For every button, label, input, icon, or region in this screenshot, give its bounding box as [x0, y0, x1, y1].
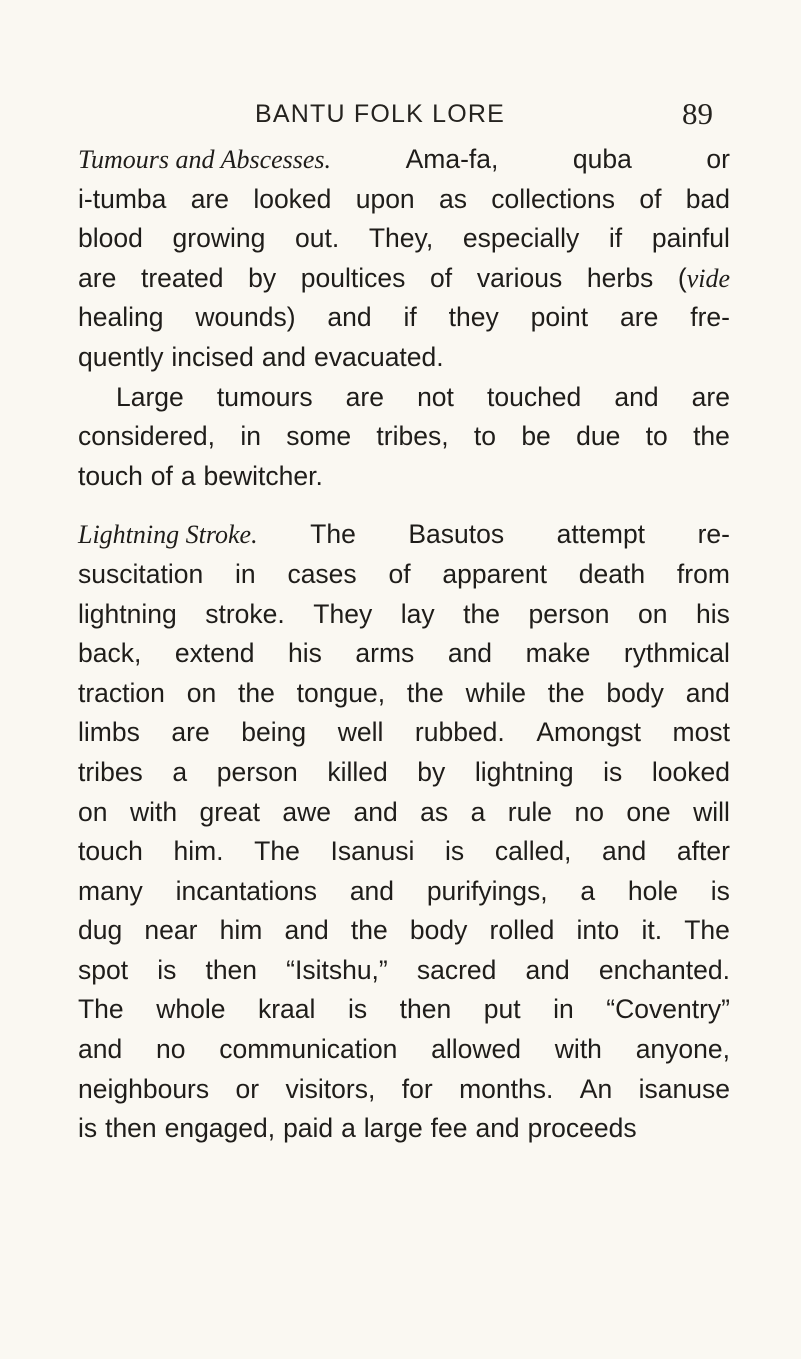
word: The [254, 836, 300, 867]
word: a [580, 875, 596, 906]
word: near [144, 915, 198, 946]
word: incantations [175, 875, 318, 906]
word: bad [685, 183, 730, 214]
word: blood [78, 223, 143, 254]
word: as [438, 183, 467, 214]
text-line [78, 872, 730, 912]
word: evacuated. [313, 341, 444, 372]
word: lay [400, 598, 435, 629]
page-number: 89 [682, 96, 713, 131]
text-line [78, 1030, 730, 1070]
word: apparent [442, 558, 547, 589]
text-line [78, 378, 730, 418]
word: lightning [78, 598, 177, 629]
word: one [626, 796, 671, 827]
word: tongue, [296, 677, 386, 708]
word: are [171, 717, 210, 748]
word: touched [486, 381, 582, 412]
word: by [248, 262, 277, 293]
word: and [353, 796, 398, 827]
word: his [696, 598, 730, 629]
word: proceeds [527, 1113, 637, 1144]
text-line [78, 515, 730, 555]
text-line [78, 753, 730, 793]
word: are [620, 302, 659, 333]
text-line [78, 457, 730, 497]
word: The [310, 519, 356, 550]
word: and [525, 954, 570, 985]
word: rule [507, 796, 552, 827]
word: i-tumba [78, 183, 167, 214]
word: is [710, 875, 730, 906]
word: and [349, 875, 395, 906]
word: and [614, 381, 659, 412]
word: months. [459, 1073, 554, 1104]
word: purifyings, [426, 875, 548, 906]
word: healing [78, 302, 164, 333]
word: not [417, 381, 454, 412]
word: with [129, 796, 178, 827]
word: of [388, 558, 411, 589]
word: anyone, [635, 1034, 730, 1065]
word: the [547, 677, 585, 708]
word: Amongst [536, 717, 641, 748]
word: “Coventry” [606, 994, 730, 1025]
word: The [684, 915, 730, 946]
word: “Isitshu,” [286, 954, 388, 985]
word: quba [572, 144, 632, 174]
word: Ama-fa, [405, 144, 499, 174]
word: in [235, 558, 256, 589]
text-line [78, 793, 730, 833]
word: The [78, 994, 124, 1025]
word: to [645, 421, 668, 452]
word: into [576, 915, 620, 946]
word: are [345, 381, 384, 412]
text-line [78, 713, 730, 753]
word: rolled [489, 915, 555, 946]
page-body [78, 140, 730, 1149]
word: person [528, 598, 610, 629]
word: from [676, 558, 730, 589]
word: called, [494, 836, 572, 867]
text-line [78, 180, 730, 220]
word: make [525, 638, 591, 669]
word: tribes [78, 756, 143, 787]
word: well [337, 717, 384, 748]
word: touch [78, 460, 143, 491]
word: limbs [78, 717, 140, 748]
text-line [78, 595, 730, 635]
word: is [347, 994, 368, 1025]
word: large [363, 1113, 423, 1144]
word: are [190, 183, 229, 214]
word: Basutos [408, 519, 505, 550]
word: if [403, 302, 417, 333]
word: a [470, 796, 486, 827]
word: or [706, 144, 730, 174]
section-heading: Lightning Stroke. [78, 520, 258, 550]
word: body [606, 677, 664, 708]
word: attempt [556, 519, 646, 550]
word: and [78, 1034, 123, 1065]
text-line [78, 1109, 730, 1149]
word: due [576, 421, 621, 452]
word: extend [174, 638, 255, 669]
word: after [676, 836, 730, 867]
word: the [238, 677, 275, 708]
word: on [186, 677, 217, 708]
word: lightning [474, 756, 574, 787]
text-line [78, 259, 730, 299]
word: while [465, 677, 526, 708]
word: They, [368, 223, 434, 254]
word: with [554, 1034, 602, 1065]
word: spot [78, 954, 129, 985]
word: and [475, 1113, 520, 1144]
word: quently [78, 341, 164, 372]
word: rythmical [623, 638, 730, 669]
running-head: BANTU FOLK LORE [255, 100, 505, 128]
word: treated [140, 262, 224, 293]
word: dug [78, 915, 123, 946]
word: looked [651, 756, 730, 787]
word: the [350, 915, 388, 946]
word: if [608, 223, 623, 254]
word: poultices [300, 262, 406, 293]
word: touch [78, 836, 143, 867]
word: him. [173, 836, 224, 867]
word: enchanted. [598, 954, 730, 985]
word: being [241, 717, 307, 748]
word: rubbed. [414, 717, 505, 748]
word: Large [116, 381, 184, 412]
word: of [639, 183, 662, 214]
word: in [240, 421, 261, 452]
word: especially [462, 223, 580, 254]
word: suscitation [78, 558, 204, 589]
text-line [78, 1070, 730, 1110]
word: him [219, 915, 263, 946]
word: and [261, 341, 307, 372]
word: for [401, 1073, 433, 1104]
word: fee [430, 1113, 468, 1144]
word: awe [282, 796, 332, 827]
word: An [579, 1073, 613, 1104]
text-line [78, 634, 730, 674]
text-line [78, 951, 730, 991]
word: many [78, 875, 143, 906]
word: be [521, 421, 551, 452]
word: hole [627, 875, 679, 906]
word: will [693, 796, 730, 827]
word: and [327, 302, 372, 333]
text-line [78, 832, 730, 872]
section-heading: Tumours and Abscesses. [78, 145, 332, 174]
word: allowed [431, 1034, 522, 1065]
word: to [473, 421, 496, 452]
word: is [157, 954, 177, 985]
word: communication [219, 1034, 398, 1065]
word: various [476, 262, 563, 293]
word: body [409, 915, 468, 946]
word: as [420, 796, 449, 827]
word: point [530, 302, 589, 333]
word: in [553, 994, 574, 1025]
word: whole [156, 994, 226, 1025]
word: looked [253, 183, 332, 214]
word: are [691, 381, 730, 412]
text-line [78, 417, 730, 457]
text-line [78, 298, 730, 338]
word: sacred [416, 954, 497, 985]
word: his [287, 638, 322, 669]
word: then [399, 994, 452, 1025]
word: on [638, 598, 668, 629]
word: considered, [78, 421, 216, 452]
word: incised [171, 341, 254, 372]
word: traction [78, 677, 165, 708]
word: great [199, 796, 260, 827]
word: the [406, 677, 444, 708]
word: a [341, 1113, 356, 1144]
word: bewitcher. [203, 460, 323, 491]
word: growing [172, 223, 266, 254]
section-gap [78, 496, 730, 515]
word: a [172, 756, 188, 787]
word: herbs [586, 262, 654, 293]
word: neighbours [78, 1073, 210, 1104]
word: stroke. [205, 598, 285, 629]
word: death [578, 558, 646, 589]
word: then [205, 954, 258, 985]
word: Isanusi [330, 836, 415, 867]
word: put [483, 994, 521, 1025]
text-line [78, 555, 730, 595]
word: and [447, 638, 493, 669]
word: some [286, 421, 352, 452]
word: fre- [690, 302, 730, 333]
word: then [105, 1113, 157, 1144]
word: of [150, 460, 173, 491]
word: re- [697, 519, 730, 550]
word: and [602, 836, 647, 867]
text-line [78, 911, 730, 951]
word: are [78, 262, 117, 293]
word: visitors, [285, 1073, 376, 1104]
word: isanuse [638, 1073, 730, 1104]
text-line [78, 140, 730, 180]
word: cases [287, 558, 357, 589]
word: most [672, 717, 730, 748]
word: the [463, 598, 500, 629]
word: the [693, 421, 730, 452]
word: killed [327, 756, 388, 787]
word: collections [491, 183, 616, 214]
word: or [235, 1073, 260, 1104]
word: they [448, 302, 499, 333]
word: wounds) [195, 302, 296, 333]
word: no [574, 796, 604, 827]
word: of [430, 262, 453, 293]
word: is [78, 1113, 98, 1144]
word: upon [355, 183, 415, 214]
word: is [445, 836, 465, 867]
text-line [78, 990, 730, 1030]
word: They [313, 598, 373, 629]
word: is [603, 756, 623, 787]
word: by [417, 756, 446, 787]
word: and [685, 677, 730, 708]
word: no [155, 1034, 186, 1065]
word: back, [78, 638, 142, 669]
word: painful [651, 223, 730, 254]
word: and [284, 915, 329, 946]
text-line [78, 674, 730, 714]
word: tribes, [376, 421, 449, 452]
word: a [180, 460, 196, 491]
word: it. [641, 915, 663, 946]
word: out. [295, 223, 340, 254]
word: tumours [216, 381, 313, 412]
text-line [78, 338, 730, 378]
word: kraal [257, 994, 316, 1025]
word: engaged, [164, 1113, 276, 1144]
word: person [216, 756, 298, 787]
word: paid [283, 1113, 334, 1144]
word: on [78, 796, 108, 827]
text-line [78, 219, 730, 259]
word: arms [355, 638, 415, 669]
word: (vide [677, 262, 730, 293]
